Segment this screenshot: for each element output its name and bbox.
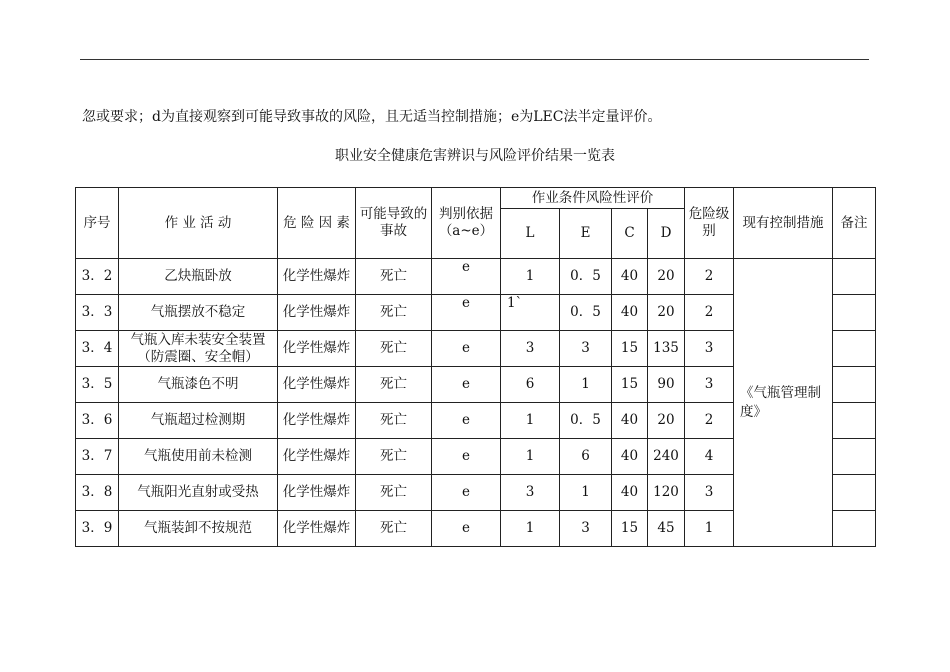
cell-seq: 3．6 (76, 403, 119, 439)
cell-C: 15 (612, 511, 648, 547)
cell-remark (833, 403, 876, 439)
cell-hazard: 化学性爆炸 (278, 331, 356, 367)
cell-C: 40 (612, 475, 648, 511)
cell-remark (833, 439, 876, 475)
cell-hazard: 化学性爆炸 (278, 259, 356, 295)
cell-remark (833, 511, 876, 547)
header-activity: 作 业 活 动 (119, 188, 278, 259)
risk-assessment-table (75, 187, 876, 547)
cell-activity: 气瓶装卸不按规范 (119, 511, 278, 547)
cell-activity: 气瓶阳光直射或受热 (119, 475, 278, 511)
header-accident: 可能导致的事故 (356, 188, 432, 259)
cell-basis: e (432, 511, 501, 547)
cell-D: 20 (648, 259, 685, 295)
table-title: 职业安全健康危害辨识与风险评价结果一览表 (335, 148, 615, 164)
cell-remark (833, 331, 876, 367)
cell-D: 20 (648, 403, 685, 439)
cell-L: 1 (501, 403, 560, 439)
cell-accident: 死亡 (356, 331, 432, 367)
header-E: E (560, 209, 612, 259)
intro-text: 忽或要求；d为直接观察到可能导致事故的风险，且无适当控制措施；e为LEC法半定量评价。 (82, 109, 662, 125)
header-rule (80, 59, 869, 60)
cell-L: 1 (501, 439, 560, 475)
cell-hazard: 化学性爆炸 (278, 475, 356, 511)
cell-activity: 气瓶使用前未检测 (119, 439, 278, 475)
header-hazard: 危 险 因 素 (278, 188, 356, 259)
cell-hazard: 化学性爆炸 (278, 403, 356, 439)
header-basis-label: 判别依据 (439, 206, 493, 222)
cell-E: 0．5 (560, 403, 612, 439)
cell-accident: 死亡 (356, 259, 432, 295)
cell-remark (833, 475, 876, 511)
cell-E: 3 (560, 511, 612, 547)
header-D: D (648, 209, 685, 259)
cell-accident: 死亡 (356, 403, 432, 439)
cell-accident: 死亡 (356, 439, 432, 475)
cell-seq: 3．9 (76, 511, 119, 547)
header-seq: 序号 (76, 188, 119, 259)
cell-level: 2 (685, 295, 734, 331)
cell-L: 3 (501, 475, 560, 511)
header-level: 危险级别 (685, 188, 734, 259)
cell-C: 15 (612, 367, 648, 403)
header-L: L (501, 209, 560, 259)
cell-basis: e (432, 331, 501, 367)
table-row (76, 259, 876, 295)
cell-E: 0．5 (560, 259, 612, 295)
header-basis-sub: （a~e） (438, 223, 494, 239)
cell-basis: e (432, 295, 501, 331)
cell-E: 1 (560, 475, 612, 511)
cell-activity: 气瓶入库未装安全装置（防震圈、安全帽） (119, 331, 278, 367)
cell-C: 40 (612, 439, 648, 475)
cell-L: 1 (501, 511, 560, 547)
header-eval-group: 作业条件风险性评价 (501, 188, 685, 209)
cell-basis: e (432, 259, 501, 295)
cell-seq: 3．5 (76, 367, 119, 403)
cell-basis: e (432, 475, 501, 511)
cell-basis: e (432, 367, 501, 403)
cell-E: 0．5 (560, 295, 612, 331)
cell-level: 3 (685, 367, 734, 403)
cell-basis: e (432, 439, 501, 475)
cell-L: 6 (501, 367, 560, 403)
cell-D: 90 (648, 367, 685, 403)
cell-L: 3 (501, 331, 560, 367)
cell-seq: 3．8 (76, 475, 119, 511)
cell-E: 1 (560, 367, 612, 403)
cell-D: 120 (648, 475, 685, 511)
cell-level: 3 (685, 331, 734, 367)
cell-basis: e (432, 403, 501, 439)
cell-C: 40 (612, 259, 648, 295)
cell-hazard: 化学性爆炸 (278, 511, 356, 547)
cell-seq: 3．3 (76, 295, 119, 331)
cell-seq: 3．7 (76, 439, 119, 475)
cell-level: 2 (685, 403, 734, 439)
header-C: C (612, 209, 648, 259)
cell-seq: 3．2 (76, 259, 119, 295)
header-control: 现有控制措施 (734, 188, 833, 259)
cell-C: 40 (612, 295, 648, 331)
cell-E: 3 (560, 331, 612, 367)
cell-activity: 气瓶超过检测期 (119, 403, 278, 439)
cell-accident: 死亡 (356, 367, 432, 403)
cell-level: 2 (685, 259, 734, 295)
cell-accident: 死亡 (356, 475, 432, 511)
cell-activity: 乙炔瓶卧放 (119, 259, 278, 295)
cell-accident: 死亡 (356, 295, 432, 331)
cell-hazard: 化学性爆炸 (278, 295, 356, 331)
cell-D: 135 (648, 331, 685, 367)
cell-activity: 气瓶漆色不明 (119, 367, 278, 403)
cell-hazard: 化学性爆炸 (278, 367, 356, 403)
cell-hazard: 化学性爆炸 (278, 439, 356, 475)
cell-L: 1 (501, 259, 560, 295)
header-basis (432, 188, 501, 259)
cell-control-measure: 《气瓶管理制度》 (734, 259, 833, 547)
cell-level: 3 (685, 475, 734, 511)
cell-activity: 气瓶摆放不稳定 (119, 295, 278, 331)
cell-accident: 死亡 (356, 511, 432, 547)
cell-remark (833, 367, 876, 403)
cell-seq: 3．4 (76, 331, 119, 367)
cell-D: 45 (648, 511, 685, 547)
cell-C: 40 (612, 403, 648, 439)
cell-D: 20 (648, 295, 685, 331)
cell-L: 1` (501, 295, 560, 331)
cell-C: 15 (612, 331, 648, 367)
cell-E: 6 (560, 439, 612, 475)
cell-remark (833, 295, 876, 331)
cell-D: 240 (648, 439, 685, 475)
cell-level: 4 (685, 439, 734, 475)
cell-level: 1 (685, 511, 734, 547)
header-remark: 备注 (833, 188, 876, 259)
cell-remark (833, 259, 876, 295)
